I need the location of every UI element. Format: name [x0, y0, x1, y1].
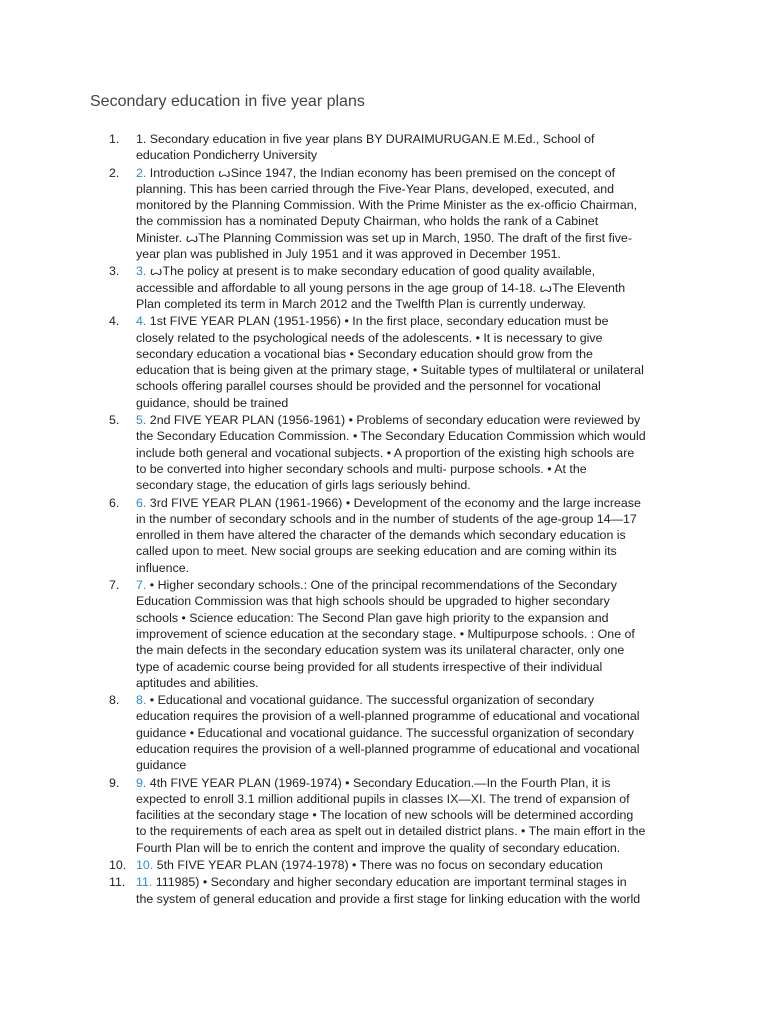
slide-link[interactable]: 8. — [136, 693, 147, 708]
item-text: Introduction ꙍSince 1947, the Indian economy has been premised on the concept of planning. This has been carried through the Five-Year Plans, developed, executed, and monitored by the Planning Commission. With the Prime Minister as the ex-officio Chairman, the commission has a nominated Deputy Chairman, who holds the rank of a Cabinet Minister. ꙍThe Planning Commission was set up in March, 1950. The draft of the first five-year plan was published in July 1951 and it was approved in December 1951. — [136, 165, 638, 262]
item-text: 1. Secondary education in five year plans BY DURAIMURUGAN.E M.Ed., School of education Pondicherry University — [136, 132, 595, 163]
item-text: • Educational and vocational guidance. The successful organization of secondary education requires the provision of a well-planned programme of educational and vocational guidance • Educational and vocational guidance. The successful organization of secondary education requires the provision of a well-planned programme of educational and vocational guidance — [136, 693, 640, 773]
item-number: 2. — [109, 165, 120, 180]
list-item — [0, 775, 646, 856]
slide-link[interactable]: 3. — [136, 264, 147, 279]
item-number: 1. — [109, 132, 120, 146]
item-number: 9. — [109, 775, 120, 790]
item-number: 5. — [109, 413, 120, 428]
item-text: 4th FIVE YEAR PLAN (1969-1974) • Secondary Education.—In the Fourth Plan, it is expected to enroll 3.1 million additional pupils in classes IX—XI. The trend of expansion of facilities at the secondary stage • The location of new schools will be determined according to the requirements of each area as spelt out in detailed district plans. • The main effort in the Fourth Plan will be to enrich the content and improve the quality of secondary education. — [136, 775, 646, 855]
slide-link[interactable]: 2. — [136, 165, 147, 180]
slide-link[interactable]: 7. — [136, 578, 147, 593]
item-text: 111985) • Secondary and higher secondary education are important terminal stages in the system of general education and provide a first stage for linking education with the world — [136, 875, 641, 906]
item-number: 6. — [109, 495, 120, 510]
item-number: 7. — [109, 578, 120, 593]
list-item — [0, 412, 646, 493]
list-item — [0, 131, 646, 164]
item-number: 4. — [109, 314, 120, 329]
list-item — [0, 313, 646, 411]
slide-link[interactable]: 9. — [136, 775, 147, 790]
list-item — [0, 577, 646, 691]
item-text: • Higher secondary schools.: One of the principal recommendations of the Secondary Education Commission was that high schools should be upgraded to higher secondary schools • Science education: The Second Plan gave high priority to the expansion and improvement of science education at the secondary stage. • Multipurpose schools. : One of the main defects in the secondary education system was its unilateral character, only one type of academic course being provided for all students irrespective of their individual aptitudes and abilities. — [136, 578, 635, 690]
list-item — [0, 692, 646, 773]
list-item — [0, 263, 646, 312]
item-number: 10. — [109, 858, 127, 873]
list-item — [0, 857, 646, 873]
list-item — [0, 165, 646, 263]
list-item — [0, 874, 646, 907]
slide-link[interactable]: 4. — [136, 314, 147, 329]
item-text: 2nd FIVE YEAR PLAN (1956-1961) • Problems of secondary education were reviewed by the Secondary Education Commission. • The Secondary Education Commission which would include both general and vocational subjects. • A proportion of the existing high schools are to be converted into higher secondary schools and multi- purpose schools. • At the secondary stage, the education of girls lags seriously behind. — [136, 413, 646, 493]
item-number: 8. — [109, 693, 120, 708]
slide-list — [0, 131, 768, 908]
list-item — [0, 495, 646, 576]
slide-link[interactable]: 10. — [136, 858, 154, 873]
slide-link[interactable]: 6. — [136, 495, 147, 510]
item-number: 11. — [109, 875, 126, 890]
item-number: 3. — [109, 264, 120, 279]
item-text: 3rd FIVE YEAR PLAN (1961-1966) • Development of the economy and the large increase in the number of secondary schools and in the number of students of the age-group 14—17 enrolled in them have altered the character of the demands which secondary education is called upon to meet. New social groups are seeking education and are coming within its influence. — [136, 495, 641, 575]
document-title: Secondary education in five year plans — [90, 93, 365, 110]
item-text: 1st FIVE YEAR PLAN (1951-1956) • In the first place, secondary education must be closely related to the psychological needs of the adolescents. • It is necessary to give secondary education a vocational bias • Secondary education should grow from the education that is being given at the primary stage, • Suitable types of multilateral or unilateral schools offering parallel courses should be provided and the personnel for vocational guidance, should be trained — [136, 314, 644, 410]
slide-link[interactable]: 5. — [136, 413, 147, 428]
item-text: ꙍThe policy at present is to make secondary education of good quality available, accessible and affordable to all young persons in the age group of 14-18. ꙍThe Eleventh Plan completed its term in March 2012 and the Twelfth Plan is currently underway. — [136, 264, 626, 311]
item-text: 5th FIVE YEAR PLAN (1974-1978) • There was no focus on secondary education — [156, 858, 603, 873]
slide-link[interactable]: 11. — [136, 875, 153, 890]
